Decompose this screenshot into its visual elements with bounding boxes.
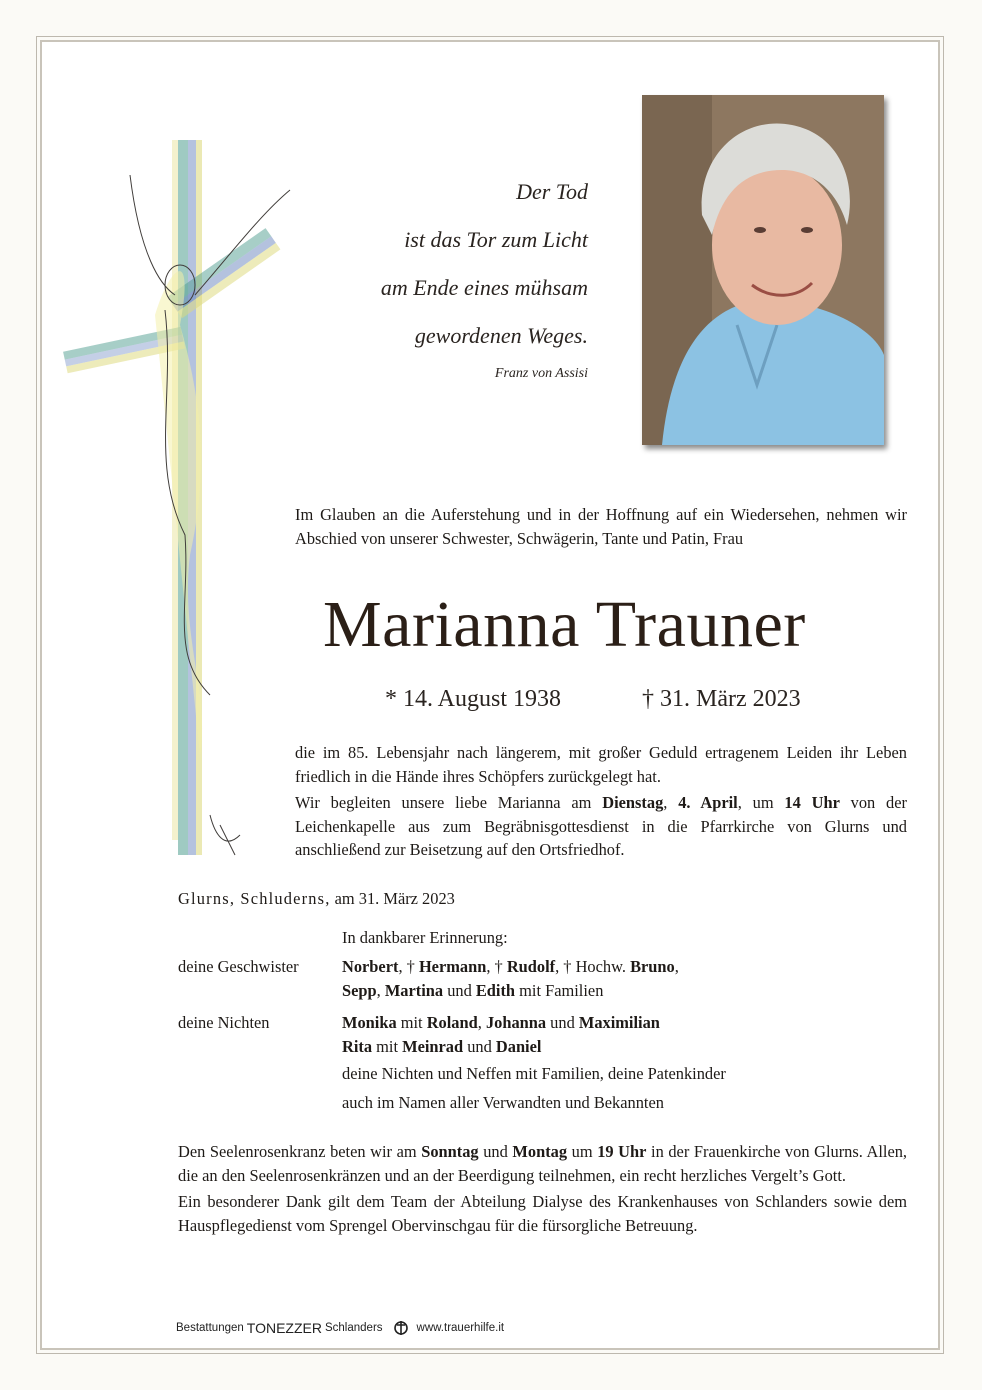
quote-block (381, 168, 588, 382)
special-thanks-paragraph: Ein besonderer Dank gilt dem Team der Abteilung Dialyse des Krankenhauses von Schlanders sowie dem Hauspflegedienst vom Sprengel Obervinschgau für die fürsorgliche Betreuung. (178, 1192, 907, 1235)
footer-city: Schlanders (324, 1322, 383, 1334)
thanks-heading: In dankbarer Erinnerung: (342, 928, 508, 947)
quote-line: gewordenen Weges. (414, 323, 588, 348)
footer-brand: TONEZZER (246, 1320, 322, 1336)
text-segment: , um (737, 793, 785, 812)
quote-line: Der Tod (516, 179, 588, 204)
intro-text: Im Glauben an die Auferstehung und in der Hoffnung auf ein Wiedersehen, nehmen wir Abschied von unserer Schwester, Schwägerin, Tante und Patin, Frau (295, 505, 907, 548)
niece-name: Rita (342, 1037, 373, 1056)
text-segment: mit (396, 1013, 427, 1032)
niece-name: Meinrad (402, 1037, 464, 1056)
place-and-date (178, 889, 455, 909)
niece-name: Maximilian (578, 1013, 660, 1032)
sibling-name: Sepp (342, 981, 377, 1000)
announcement-date: am 31. März 2023 (330, 889, 455, 908)
rosary-day: Montag (512, 1142, 568, 1161)
place-names: Glurns, Schluderns, (178, 889, 331, 908)
text-segment: um (567, 1142, 598, 1161)
body-paragraph: die im 85. Lebensjahr nach längerem, mit großer Geduld ertragenem Leiden ihr Leben friedlich in die Hände ihres Schöpfers zurückgelegt hat. (295, 743, 907, 786)
funeral-day: Dienstag (602, 793, 664, 812)
rosary-paragraph (178, 1140, 907, 1187)
rosary-day: Sonntag (421, 1142, 479, 1161)
portrait-photo-illustration (642, 95, 884, 445)
rosary-section (178, 1140, 907, 1237)
funeral-date: 4. April (678, 793, 738, 812)
text-segment: , (663, 793, 679, 812)
dove-cross-logo-icon (391, 1320, 411, 1336)
niece-name: Johanna (485, 1013, 547, 1032)
text-segment: Den Seelenrosenkranz beten wir am (178, 1142, 422, 1161)
funeral-time: 14 Uhr (784, 793, 840, 812)
siblings-names (342, 955, 679, 1003)
quote-line: am Ende eines mühsam (380, 275, 588, 300)
text-segment: mit Familien (515, 981, 604, 1000)
niece-name: Monika (342, 1013, 397, 1032)
text-segment: mit (372, 1037, 403, 1056)
sibling-name: Bruno (630, 957, 675, 976)
footer-website: www.trauerhilfe.it (416, 1322, 505, 1334)
announcement-body (295, 741, 907, 862)
funeral-home-footer (176, 1320, 504, 1336)
text-segment: , (477, 1013, 486, 1032)
text-segment: und (478, 1142, 513, 1161)
extra-mourners-line: auch im Namen aller Verwandten und Bekannten (342, 1093, 664, 1112)
sibling-name: Martina (384, 981, 444, 1000)
nieces-names (342, 1011, 660, 1059)
watercolor-cross-illustration (60, 135, 320, 865)
text-segment: und (443, 981, 476, 1000)
death-date: † 31. März 2023 (642, 686, 801, 712)
text-segment: von der Leichenkapelle aus zum Begräbnisgottesdienst in die Pfarrkirche von Glurns und anschließend zur Beisetzung auf den Ortsfriedhof. (295, 793, 907, 859)
siblings-label: deine Geschwister (178, 957, 299, 976)
text-segment: , † (398, 957, 419, 976)
niece-name: Roland (426, 1013, 478, 1032)
sibling-name: Rudolf (506, 957, 556, 976)
text-segment: , † (486, 957, 507, 976)
sibling-name: Norbert (342, 957, 399, 976)
sibling-name: Edith (475, 981, 516, 1000)
birth-date: * 14. August 1938 (385, 686, 562, 712)
portrait-photo (642, 95, 884, 445)
sibling-name: Hermann (418, 957, 487, 976)
nieces-label: deine Nichten (178, 1013, 270, 1032)
text-segment: Wir begleiten unsere liebe Marianna am (295, 793, 603, 812)
deceased-name: Marianna Trauner (323, 588, 806, 661)
footer-prefix: Bestattungen (176, 1322, 244, 1334)
funeral-details (295, 791, 907, 862)
rosary-time: 19 Uhr (597, 1142, 647, 1161)
text-segment: , (674, 957, 679, 976)
quote-line: ist das Tor zum Licht (404, 227, 588, 252)
text-segment: und (463, 1037, 496, 1056)
text-segment: in der Frauenkirche von Glurns. Allen, die an den Seelenrosenkränzen und an der Beerdigung teilnehmen, ein recht herzliches Vergelt’s Gott. (178, 1142, 908, 1185)
quote-author: Franz von Assisi (494, 366, 588, 381)
extra-mourners-line: deine Nichten und Neffen mit Familien, deine Patenkinder (342, 1064, 726, 1083)
text-segment: , † Hochw. (555, 957, 631, 976)
text-segment: und (546, 1013, 579, 1032)
niece-name: Daniel (495, 1037, 542, 1056)
text-segment: , (376, 981, 385, 1000)
